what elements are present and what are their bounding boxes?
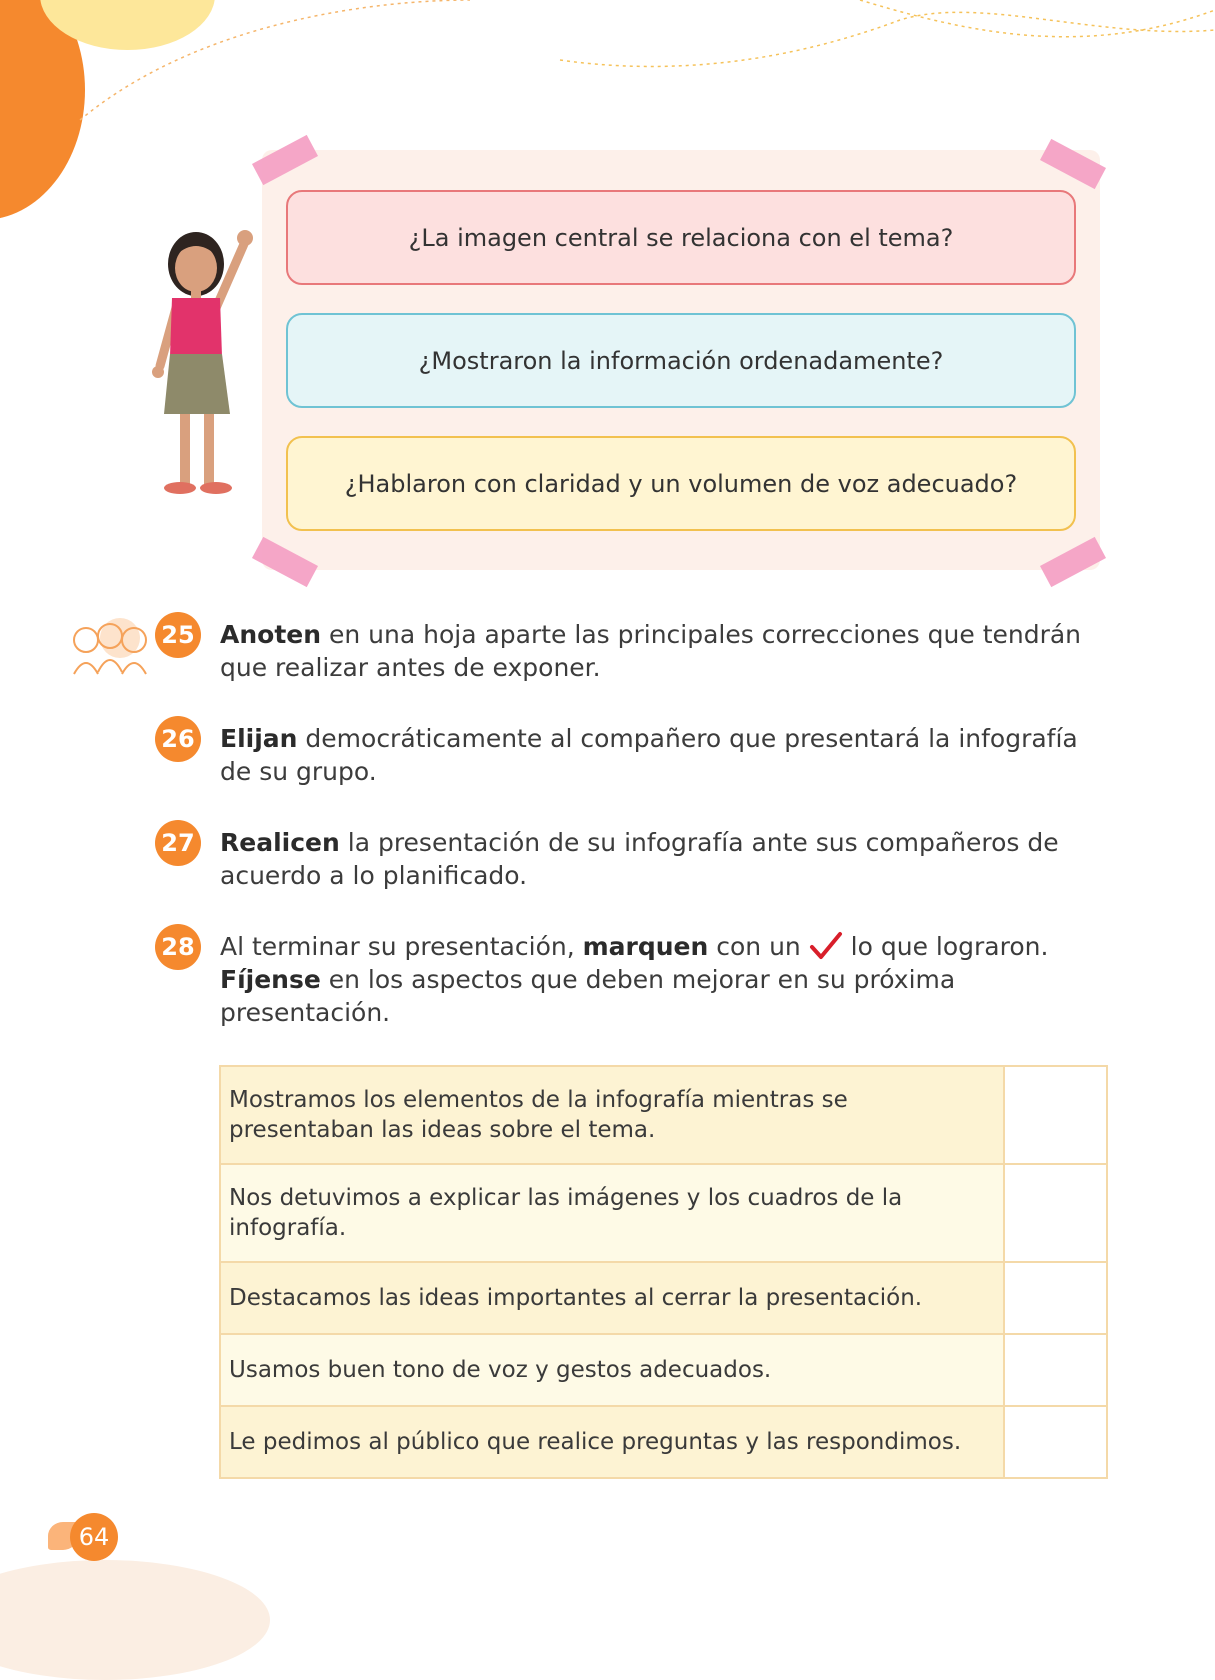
checklist-item-text: Nos detuvimos a explicar las imágenes y los cuadros de la infografía. [220,1164,1004,1262]
step-27 [220,826,1100,892]
step-26-verb: Elijan [220,724,298,753]
step-28-post: lo que lograron. [842,932,1049,961]
step-27-text: la presentación de su infografía ante sus compañeros de acuerdo a lo planificado. [220,828,1059,890]
step-number-27: 27 [155,820,201,866]
step-28-pre: Al terminar su presentación, [220,932,583,961]
step-28-text-2: en los aspectos que deben mejorar en su próxima presentación. [220,965,956,1027]
group-work-icon [70,618,158,680]
checklist-checkbox[interactable] [1004,1334,1107,1406]
achievement-checklist [219,1065,1108,1479]
step-25-text: en una hoja aparte las principales correcciones que tendrán que realizar antes de exponer. [220,620,1082,682]
step-number-25: 25 [155,612,201,658]
step-number-26: 26 [155,716,201,762]
step-25-verb: Anoten [220,620,322,649]
checklist-checkbox[interactable] [1004,1262,1107,1334]
checklist-checkbox[interactable] [1004,1164,1107,1262]
step-28-verb-2: Fíjense [220,965,321,994]
question-box-image: ¿La imagen central se relaciona con el tema? [286,190,1076,285]
checklist-item-text: Mostramos los elementos de la infografía mientras se presentaban las ideas sobre el tema. [220,1066,1004,1164]
checklist-row [220,1262,1107,1334]
checklist-item-text: Le pedimos al público que realice preguntas y las respondimos. [220,1406,1004,1478]
checklist-row [220,1334,1107,1406]
checkmark-icon [809,931,843,961]
checklist-checkbox[interactable] [1004,1066,1107,1164]
step-27-verb: Realicen [220,828,340,857]
bottom-arc [0,1560,270,1680]
dotted-wave-lines [0,0,1215,130]
checklist-row [220,1406,1107,1478]
step-28 [220,930,1100,1029]
checklist-checkbox[interactable] [1004,1406,1107,1478]
page-number: 64 [70,1513,118,1561]
checklist-item-text: Usamos buen tono de voz y gestos adecuados. [220,1334,1004,1406]
checklist-row [220,1164,1107,1262]
step-28-verb: marquen [582,932,709,961]
checklist-item-text: Destacamos las ideas importantes al cerrar la presentación. [220,1262,1004,1334]
girl-illustration [136,216,266,508]
checklist-row [220,1066,1107,1164]
step-25 [220,618,1100,684]
question-box-voice: ¿Hablaron con claridad y un volumen de voz adecuado? [286,436,1076,531]
question-box-order: ¿Mostraron la información ordenadamente? [286,313,1076,408]
step-26 [220,722,1100,788]
step-28-mid: con un [708,932,809,961]
step-number-28: 28 [155,924,201,970]
step-26-text: democráticamente al compañero que presentará la infografía de su grupo. [220,724,1078,786]
